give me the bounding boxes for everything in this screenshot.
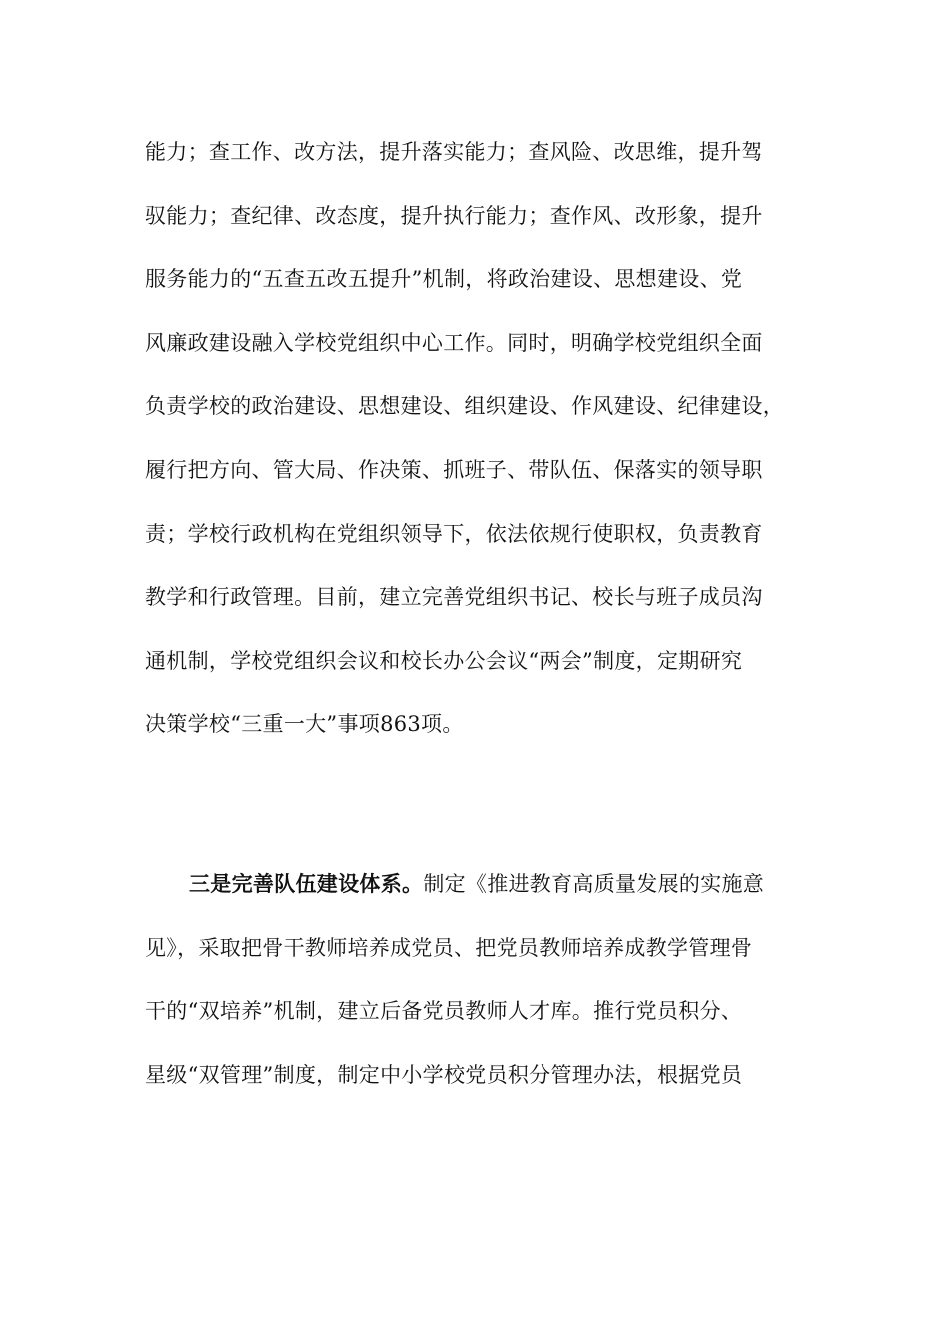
text-line: 风廉政建设融入学校党组织中心工作。同时，明确学校党组织全面 — [145, 330, 763, 355]
text-line: 决策学校“三重一大”事项863项。 — [145, 712, 464, 737]
text-line-rest: 制定《推进教育高质量发展的实施意 — [423, 872, 765, 896]
text-line: 见》，采取把骨干教师培养成党员、把党员教师培养成教学管理骨 — [145, 935, 753, 960]
paragraph-two — [145, 853, 805, 1107]
paragraph-one — [145, 121, 805, 757]
text-line: 能力；查工作、改方法，提升落实能力；查风险、改思维，提升驾 — [145, 140, 763, 164]
section-lead-heading: 三是完善队伍建设体系。 — [189, 872, 424, 896]
text-line-first — [145, 853, 805, 917]
text-line: 责；学校行政机构在党组织领导下，依法依规行使职权，负责教育 — [145, 521, 763, 546]
text-line: 服务能力的“五查五改五提升”机制，将政治建设、思想建设、党 — [145, 267, 743, 292]
text-line: 干的“双培养”机制，建立后备党员教师人才库。推行党员积分、 — [145, 999, 743, 1024]
text-line: 星级“双管理”制度，制定中小学校党员积分管理办法，根据党员 — [145, 1062, 743, 1087]
text-line: 驭能力；查纪律、改态度，提升执行能力；查作风、改形象，提升 — [145, 203, 763, 228]
text-line: 履行把方向、管大局、作决策、抓班子、带队伍、保落实的领导职 — [145, 457, 763, 482]
text-line: 负责学校的政治建设、思想建设、组织建设、作风建设、纪律建设， — [145, 394, 784, 419]
text-line: 通机制，学校党组织会议和校长办公会议“两会”制度，定期研究 — [145, 648, 743, 673]
text-line: 教学和行政管理。目前，建立完善党组织书记、校长与班子成员沟 — [145, 585, 763, 610]
